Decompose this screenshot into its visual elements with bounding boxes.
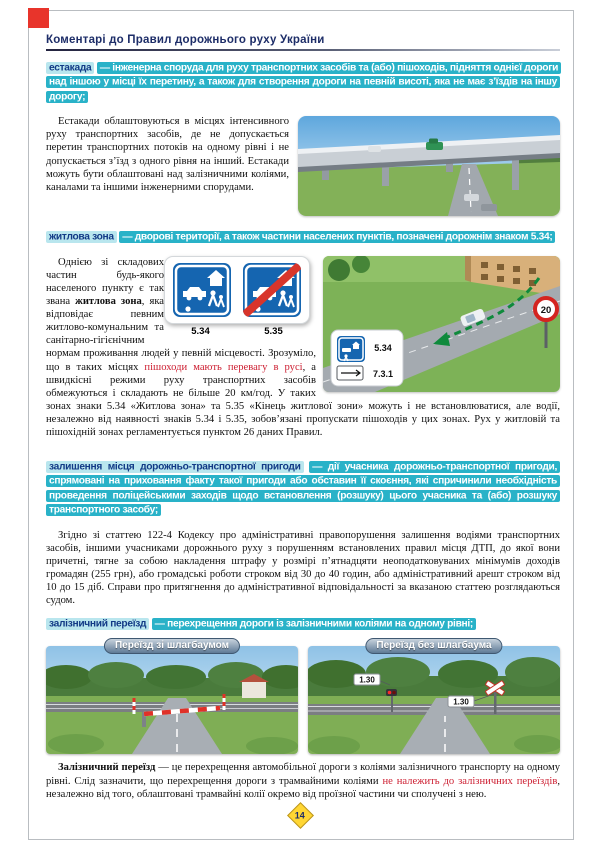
sign-car-glyph [342,348,351,352]
sign-house-glyph [353,345,359,349]
inset-plate-label: 7.3.1 [372,368,394,379]
traffic-light-pole [391,694,393,712]
zalyshennia-dtp-body-text [46,529,560,608]
text-segment: не належить до залізничних переїздів [382,775,558,787]
header-divider [46,49,560,51]
text-segment: пішоходи мають перевагу в русі [144,361,303,373]
traffic-light-lamp [392,691,396,695]
definition-text-pereizd: — перехрещення дороги із залізничними коліями на одному рівні; [152,618,476,630]
definition-text-zalyshennia-dtp: — дії учасника дорожньо-транспортної пригоди, спрямовані на приховання факту такої пригоди або обставин її скоєння, які спричинили необхідність проведення поліцейськими заходів щодо встановлення (розшуку) цього учасника та (або) розшуку транспортного засобу; [46,461,560,516]
sign-5-34-icon [173,263,231,317]
signs-5-34-5-35 [171,261,303,319]
definition-zhytlova-zona [46,230,560,244]
definition-text-estakada: — інженерна споруда для руху транспортних засобів та (або) пішоходів, підняття однієї дороги над іншою у місці їх перетину, а також для створення дороги на певній висоті, яка не має з’їздів на іншу дорогу; [46,62,561,103]
text-segment: — це перехрещення автомобільної дороги з коліями залізничного транспорту на одному рівні. Слід зазначити, що перехрещення дороги з трамвайними коліями [46,762,560,787]
sign-5-35-icon [242,262,302,317]
text-segment: , а швидкісні режими руху транспортних засобів обмежуються і складають не більше 20 км/год. У таких зонах знаки 5.34 «Житлова зона» та 5.35 «Кінець житлової зони» можуть і не встановлюватися, але водії, незалежно від наявності знаків 5.34 і 5.35, зобов’язані пропускати пішоходів у цих зонах. Рух у житловій та пішохідній зонах регламентується пунктом 26 даних Правил. [46,361,560,439]
residential-zone-illustration [323,256,560,392]
section-zhytlova-zona [46,230,560,449]
definition-pereizd [46,618,560,632]
page-number: 14 [295,810,306,821]
car-icon [464,194,479,201]
crossing-without-barrier-figure [308,638,560,754]
pereizd-body-text [46,761,560,800]
term-zalyshennia-dtp: залишення місця дорожньо-транспортної пригоди [46,461,304,473]
tree-icon [88,662,144,688]
speed-limit-value: 20 [540,304,552,316]
section-estakada [46,61,560,220]
rail-crossing-figures [46,638,560,754]
tree-icon [146,665,206,689]
sign-label-1-30: 1.30 [359,675,375,685]
crossing-with-barrier-figure [46,638,298,754]
corner-red-marker [28,8,49,28]
text-segment: Згідно зі статтею 122-4 Кодексу про адміністративні правопорушення залишення водіями транспортних засобів, іншими учасниками дорожнього руху з порушенням встановлених правил місця ДТП, до якої вони причетні, тягне за собою накладення штрафу у розмірі п’ятнадцяти неоподатковуваних мінімумів доходів громадян (255 грн), або громадські роботи строком від 30 до 40 годин, або адміністративний арешт строком від 10 до 15 діб. Справи про притягнення до адміністративної відповідальності за вказаною статтею розглядаються судом. [46,529,560,607]
crossing-without-barrier-scene [308,646,560,754]
inset-sign-label: 5.34 [374,342,392,353]
crossing-with-barrier-image [46,646,298,754]
sign-pole [494,690,497,714]
text-segment: житлова зона [75,295,142,307]
car-icon [481,204,497,211]
tree-icon [505,657,560,687]
crossing-without-barrier-image [308,646,560,754]
tree-icon [328,259,350,281]
term-pereizd: залізничний переїзд [46,618,149,630]
sign-5-35-label: 5.35 [264,325,283,337]
definition-zalyshennia-dtp [46,460,560,518]
grass [298,162,560,216]
sign-label-1-30: 1.30 [453,697,469,707]
residential-zone-scene [323,256,560,392]
term-zhytlova-zona: житлова зона [46,231,117,243]
traffic-light-lamp [388,691,392,695]
truck-cab-icon [429,139,438,144]
bush-icon [48,734,104,754]
crossing-booth [242,682,266,698]
crossing-without-barrier-title: Переїзд без шлагбаума [365,638,502,654]
text-segment: Однією зі складових частин будь-якого населеного пункту є так звана [46,256,164,307]
page-header-title: Коментарі до Правил дорожнього руху України [46,34,325,46]
car-icon [368,146,381,152]
text-segment: , незалежно від того, облаштовані трамвайні колії окремо від проїзної частини чи сполучені з нею. [46,775,560,800]
building-side [465,256,471,282]
sign-5-34-label: 5.34 [191,325,210,337]
text-segment: , яка відповідає певним житлово-комунальним та санітарно-гігієнічним нормам проживання людей у певній місцевості. Зрозуміло, що в таких місцях [46,295,316,373]
overpass-scene [298,116,560,216]
signs-card [164,256,310,324]
text-segment: Естакади облаштовуються в місцях інтенсивного руху транспортних засобів, де не допускається перетин транспортних потоків на одному рівні і не допускається з’їзд з одного рівня на інший. Естакади можуть бути облаштовані над залізничними коліями, каналами та іншими інженерними спорудами. [46,116,289,193]
sign-pole [545,318,548,348]
sign-inset [331,330,403,386]
section-zalyshennia-dtp [46,460,560,607]
text-segment: Залізничний переїзд [58,762,156,774]
bridge-pillar [512,156,519,190]
page-content [46,34,560,811]
page-header [46,34,560,51]
crossing-with-barrier-scene [46,646,298,754]
bush-icon [514,735,560,753]
term-estakada: естакада [46,62,94,74]
signs-labels [164,326,310,337]
section-zaliznychnyi-pereizd [46,618,560,801]
definition-text-zhytlova-zona: — дворові території, а також частини населених пунктів, позначені дорожнім знаком 5.34; [119,231,555,243]
definition-estakada [46,61,560,104]
crossing-with-barrier-title: Переїзд зі шлагбаумом [104,638,240,654]
road-signs-figure [164,256,310,337]
estakada-illustration [298,116,560,216]
